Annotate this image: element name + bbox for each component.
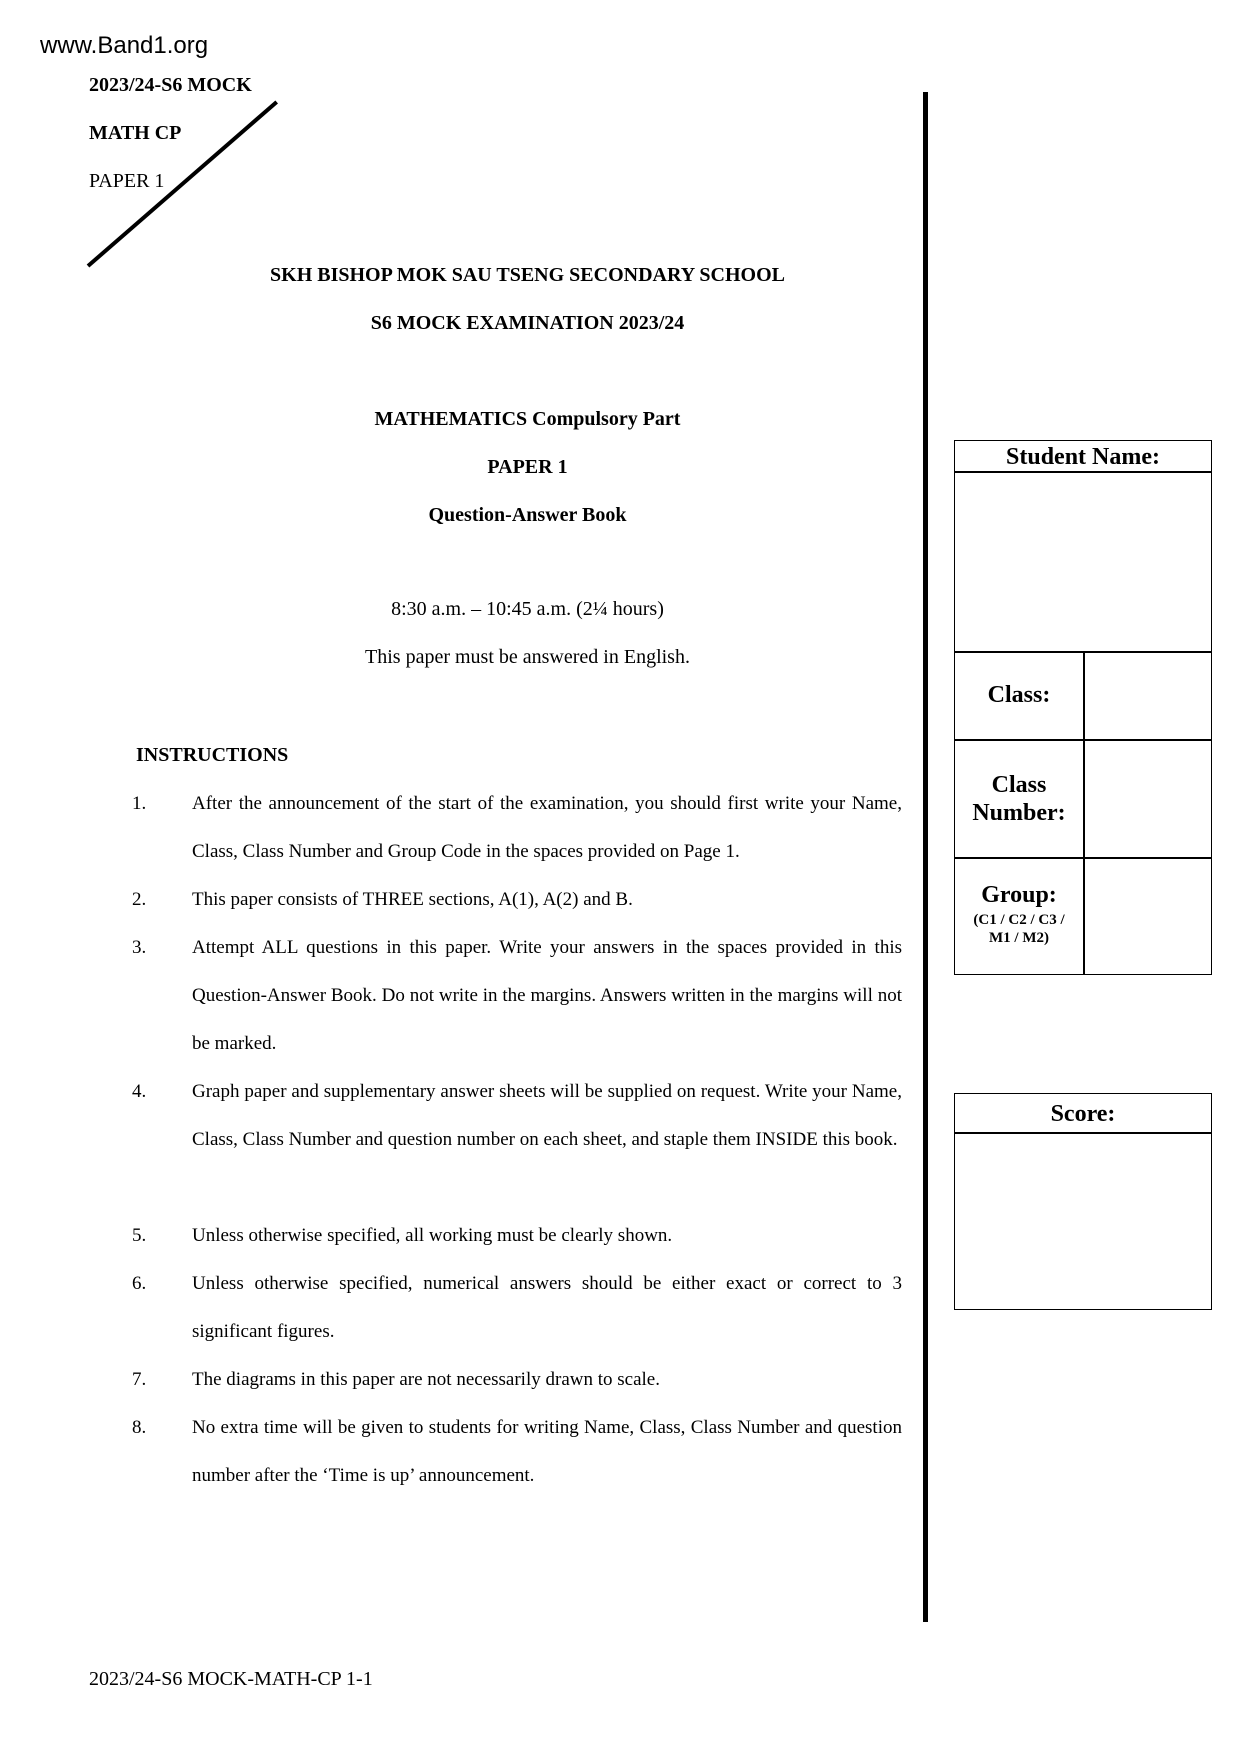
- instruction-item: [132, 1404, 902, 1500]
- instruction-number: 2.: [132, 889, 147, 910]
- instruction-number: 6.: [132, 1273, 147, 1294]
- instruction-text: After the announcement of the start of the examination, you should first write your Name, Class, Class Number and Group Code in the spaces provided on Page 1.: [192, 793, 902, 862]
- book-title: Question-Answer Book: [428, 504, 627, 526]
- student-name-label: Student Name:: [1006, 444, 1160, 470]
- instruction-text: Unless otherwise specified, all working must be clearly shown.: [192, 1225, 673, 1246]
- school-name: SKH BISHOP MOK SAU TSENG SECONDARY SCHOOL: [270, 264, 785, 286]
- language-note: This paper must be answered in English.: [365, 646, 690, 668]
- instruction-item: [132, 924, 902, 1068]
- exam-title: S6 MOCK EXAMINATION 2023/24: [370, 312, 685, 334]
- instruction-item: [132, 1068, 902, 1164]
- group-codes-line2: M1 / M2): [989, 930, 1049, 946]
- instruction-number: 7.: [132, 1369, 147, 1390]
- group-field[interactable]: [1085, 859, 1211, 974]
- watermark: www.Band1.org: [40, 32, 209, 59]
- group-label: Group:: [981, 882, 1057, 908]
- instruction-number: 1.: [132, 793, 147, 814]
- paper-title: PAPER 1: [487, 456, 568, 478]
- exam-time: 8:30 a.m. – 10:45 a.m. (2¼ hours): [391, 598, 664, 620]
- instruction-text: Unless otherwise specified, numerical answers should be either exact or correct to 3 significant figures.: [192, 1273, 902, 1342]
- class-number-field[interactable]: [1085, 741, 1211, 857]
- instruction-text: Attempt ALL questions in this paper. Write your answers in the spaces provided in this Question-Answer Book. Do not write in the margins. Answers written in the margins will not be marked.: [192, 937, 902, 1054]
- class-field[interactable]: [1085, 653, 1211, 739]
- instruction-number: 8.: [132, 1417, 147, 1438]
- instruction-number: 4.: [132, 1081, 147, 1102]
- page-footer: 2023/24-S6 MOCK-MATH-CP 1-1: [89, 1668, 373, 1690]
- margin-line: [923, 92, 928, 1622]
- score-label: Score:: [1050, 1101, 1116, 1127]
- class-number-label-line1: Class: [991, 772, 1047, 798]
- student-name-field[interactable]: [955, 473, 1211, 651]
- instruction-item: [132, 876, 902, 924]
- header-subject: MATH CP: [89, 122, 182, 144]
- class-label: Class:: [987, 682, 1051, 708]
- instruction-text: This paper consists of THREE sections, A(1), A(2) and B.: [192, 889, 633, 910]
- instruction-text: Graph paper and supplementary answer sheets will be supplied on request. Write your Name, Class, Class Number and question number on each sheet, and staple them INSIDE this book.: [192, 1081, 902, 1150]
- instruction-item: [132, 1260, 902, 1356]
- instruction-number: 3.: [132, 937, 147, 958]
- header-exam-code: 2023/24-S6 MOCK: [89, 74, 252, 96]
- instruction-number: 5.: [132, 1225, 147, 1246]
- score-field[interactable]: [955, 1134, 1211, 1309]
- instruction-text: The diagrams in this paper are not necessarily drawn to scale.: [192, 1369, 660, 1390]
- student-info-box: [954, 440, 1212, 975]
- instruction-item: [132, 1212, 902, 1260]
- score-box: [954, 1093, 1212, 1310]
- instructions-heading: INSTRUCTIONS: [136, 744, 289, 766]
- instruction-item: [132, 780, 902, 876]
- class-number-label-line2: Number:: [972, 800, 1066, 826]
- instruction-item: [132, 1356, 902, 1404]
- group-codes-line1: (C1 / C2 / C3 /: [973, 912, 1065, 928]
- header-paper: PAPER 1: [89, 170, 165, 192]
- subject-title: MATHEMATICS Compulsory Part: [374, 408, 681, 430]
- instruction-text: No extra time will be given to students for writing Name, Class, Class Number and question number after the ‘Time is up’ announcement.: [192, 1417, 902, 1486]
